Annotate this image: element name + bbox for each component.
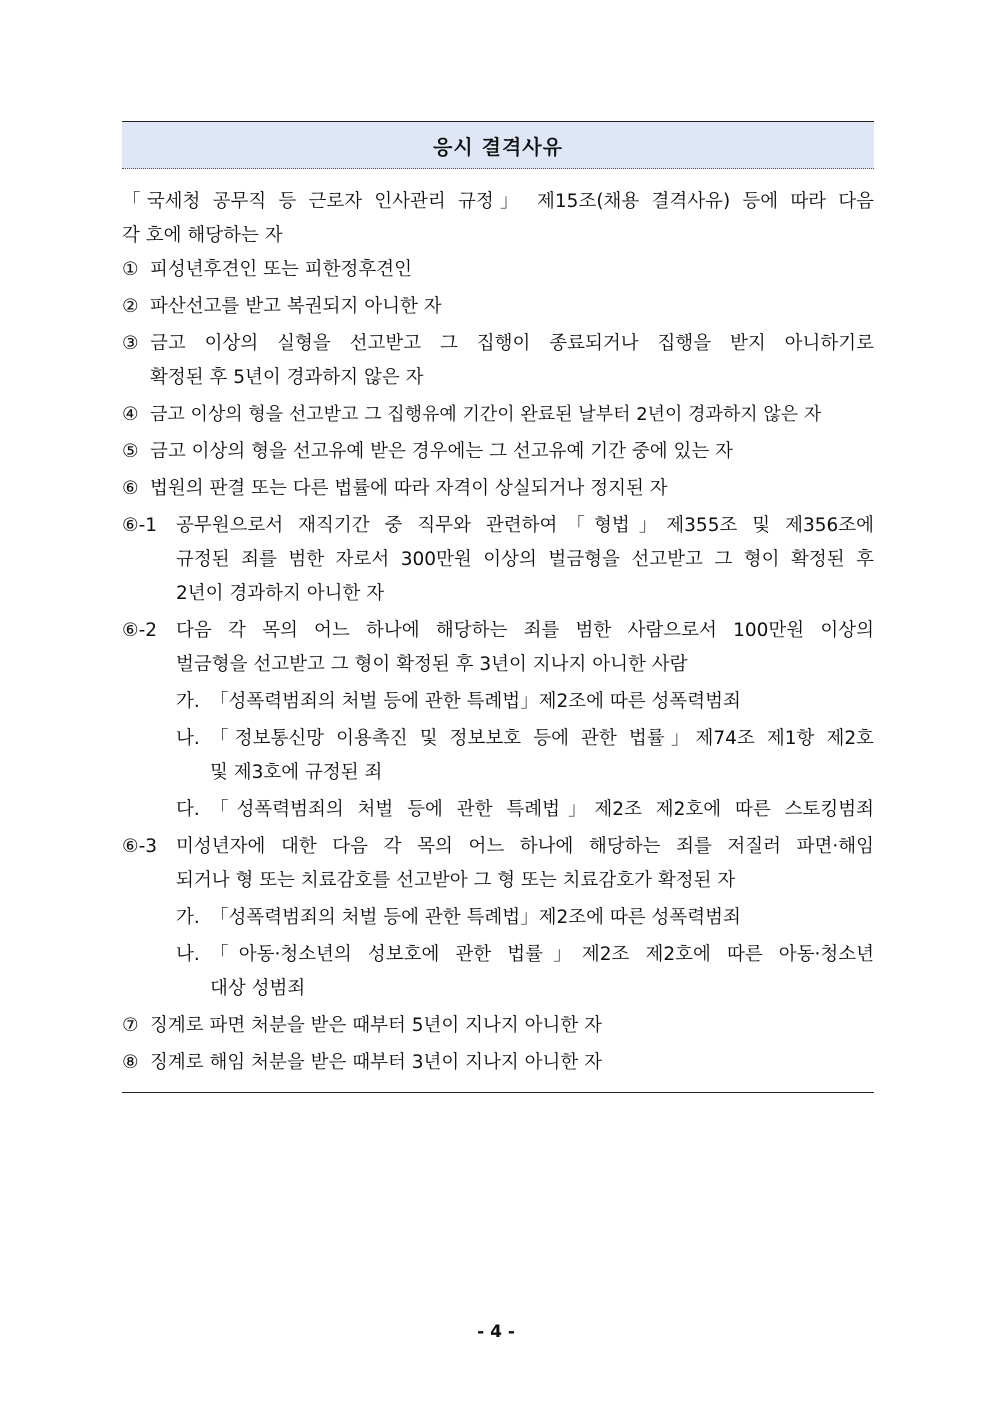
list-item: ② 파산선고를 받고 복권되지 아니한 자 (122, 290, 874, 324)
sub-item-continuation: 대상 성범죄 (210, 978, 306, 999)
list-item: ① 피성년후견인 또는 피한정후견인 (122, 253, 874, 287)
list-item: ③ 금고 이상의 실형을 선고받고 그 집행이 종료되거나 집행을 받지 아니하기로 (122, 327, 874, 361)
list-item: ⑥-1 공무원으로서 재직기간 중 직무와 관련하여「형법」제355조 및 제356조에 (122, 509, 874, 543)
sub-item-continuation: 및 제3호에 규정된 죄 (210, 762, 383, 783)
item-marker: ⑥ (122, 478, 139, 499)
intro-line: 「국세청 공무직 등 근로자 인사관리 규정」 제15조(채용 결격사유) 등에 따라 다음 (122, 191, 874, 212)
sub-item: 가. 「성폭력범죄의 처벌 등에 관한 특례법」제2조에 따른 성폭력범죄 (122, 685, 874, 719)
item-marker: ⑥-2 (122, 620, 158, 641)
item-marker: ⑥-1 (122, 515, 158, 536)
sub-item-marker: 나. (176, 728, 200, 749)
item-marker: ⑦ (122, 1015, 139, 1036)
list-item: ⑧ 징계로 해임 처분을 받은 때부터 3년이 지나지 아니한 자 (122, 1046, 874, 1080)
sub-item-marker: 다. (176, 799, 200, 820)
sub-item: 가. 「성폭력범죄의 처벌 등에 관한 특례법」제2조에 따른 성폭력범죄 (122, 901, 874, 935)
item-marker: ① (122, 259, 139, 280)
sub-item: 나. 「아동·청소년의 성보호에 관한 법률」제2조 제2호에 따른 아동·청소년 (122, 938, 874, 972)
list-item-continuation: 벌금형을 선고받고 그 형이 확정된 후 3년이 지나지 아니한 사람 (176, 654, 688, 675)
sub-item: 다. 「성폭력범죄의 처벌 등에 관한 특례법」제2조 제2호에 따른 스토킹범죄 (122, 793, 874, 827)
section-content (122, 169, 874, 1080)
list-item: ⑥-3 미성년자에 대한 다음 각 목의 어느 하나에 해당하는 죄를 저질러 파면·해임 (122, 830, 874, 864)
item-marker: ⑧ (122, 1052, 139, 1073)
list-item: ⑤ 금고 이상의 형을 선고유예 받은 경우에는 그 선고유예 기간 중에 있는 자 (122, 435, 874, 469)
sub-item-marker: 가. (176, 907, 200, 928)
list-item-continuation: 확정된 후 5년이 경과하지 않은 자 (150, 367, 424, 388)
list-item-continuation: 2년이 경과하지 아니한 자 (176, 583, 385, 604)
section-title-bar (122, 121, 874, 169)
list-item-continuation: 되거나 형 또는 치료감호를 선고받아 그 형 또는 치료감호가 확정된 자 (176, 870, 736, 891)
intro-line: 각 호에 해당하는 자 (122, 225, 283, 246)
item-marker: ② (122, 296, 139, 317)
sub-item-marker: 나. (176, 944, 200, 965)
list-item-continuation: 규정된 죄를 범한 자로서 300만원 이상의 벌금형을 선고받고 그 형이 확정된 후 (176, 549, 874, 570)
item-marker: ④ (122, 404, 139, 425)
list-item: ⑥ 법원의 판결 또는 다른 법률에 따라 자격이 상실되거나 정지된 자 (122, 472, 874, 506)
section-title: 응시 결격사유 (433, 134, 563, 159)
item-marker: ⑤ (122, 441, 139, 462)
section-bottom-rule (122, 1092, 874, 1093)
item-marker: ⑥-3 (122, 836, 158, 857)
item-marker: ③ (122, 333, 139, 354)
list-item: ⑦ 징계로 파면 처분을 받은 때부터 5년이 지나지 아니한 자 (122, 1009, 874, 1043)
list-item: ⑥-2 다음 각 목의 어느 하나에 해당하는 죄를 범한 사람으로서 100만원 이상의 (122, 614, 874, 648)
list-item: ④ 금고 이상의 형을 선고받고 그 집행유예 기간이 완료된 날부터 2년이 경과하지 않은 자 (122, 398, 874, 432)
disqualification-section (122, 121, 874, 1080)
sub-item-marker: 가. (176, 691, 200, 712)
sub-item: 나. 「정보통신망 이용촉진 및 정보보호 등에 관한 법률」제74조 제1항 제2호 (122, 722, 874, 756)
page-number: - 4 - (477, 1322, 515, 1342)
